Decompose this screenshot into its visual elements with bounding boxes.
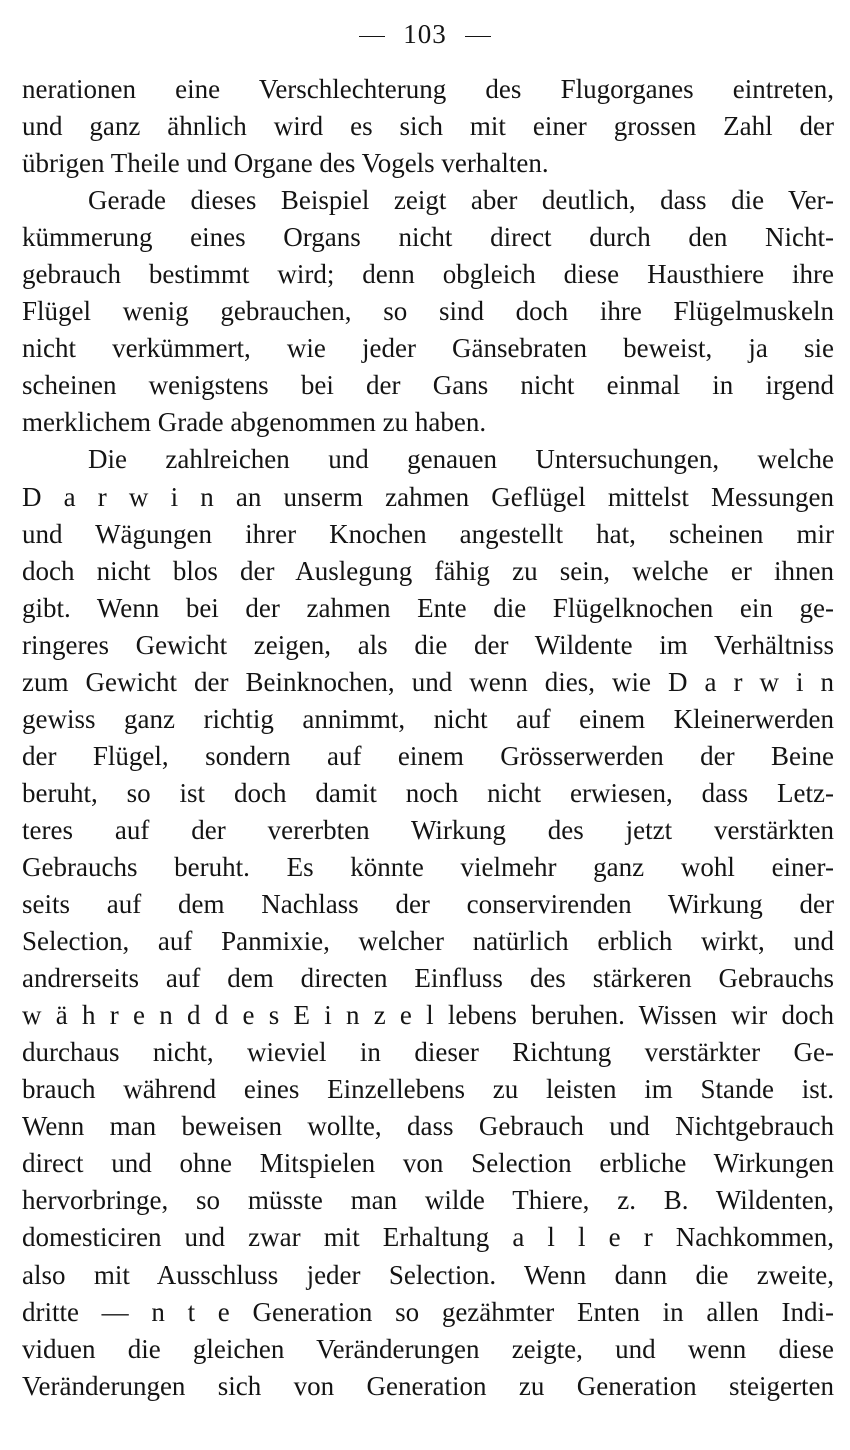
header-dash-right <box>465 36 491 37</box>
text-line: kümmerung eines Organs nicht direct durch den Nicht- <box>22 222 834 253</box>
text-line: doch nicht blos der Auslegung fähig zu sein, welche er ihnen <box>22 555 834 586</box>
text-line: Gerade dieses Beispiel zeigt aber deutlich, dass die Ver- <box>88 185 834 216</box>
text-line: Selection, auf Panmixie, welcher natürlich erblich wirkt, und <box>22 926 834 957</box>
text-line: domesticiren und zwar mit Erhaltung a l l e r Nachkommen, <box>22 1222 834 1253</box>
header-dash-left <box>359 36 385 37</box>
text-line: Flügel wenig gebrauchen, so sind doch ihre Flügelmuskeln <box>22 296 834 327</box>
text-line: dritte — n t e Generation so gezähmter Enten in allen Indi- <box>22 1296 834 1327</box>
text-line: nerationen eine Verschlechterung des Flugorganes eintreten, <box>22 74 834 104</box>
text-line: hervorbringe, so müsste man wilde Thiere, z. B. Wildenten, <box>22 1185 834 1216</box>
text-line: andrerseits auf dem directen Einfluss des stärkeren Gebrauchs <box>22 963 834 994</box>
text-line: der Flügel, sondern auf einem Grösserwerden der Beine <box>22 740 834 771</box>
page-number: 103 <box>403 18 447 49</box>
text-line: und Wägungen ihrer Knochen angestellt hat, scheinen mir <box>22 518 834 549</box>
text-line: direct und ohne Mitspielen von Selection erbliche Wirkungen <box>22 1148 834 1179</box>
text-line: teres auf der vererbten Wirkung des jetzt verstärkten <box>22 814 834 845</box>
text-line: zum Gewicht der Beinknochen, und wenn dies, wie D a r w i n <box>22 666 834 697</box>
text-line: beruht, so ist doch damit noch nicht erwiesen, dass Letz- <box>22 777 834 808</box>
text-line: gewiss ganz richtig annimmt, nicht auf einem Kleinerwerden <box>22 703 834 734</box>
text-line: Wenn man beweisen wollte, dass Gebrauch und Nichtgebrauch <box>22 1111 834 1142</box>
text-line: übrigen Theile und Organe des Vogels verhalten. <box>22 148 549 179</box>
text-line: D a r w i n an unserm zahmen Geflügel mittelst Messungen <box>22 481 834 512</box>
text-line: Die zahlreichen und genauen Untersuchungen, welche <box>88 444 834 475</box>
text-line: ringeres Gewicht zeigen, als die der Wildente im Verhältniss <box>22 629 834 660</box>
text-line: w ä h r e n d d e s E i n z e l lebens beruhen. Wissen wir doch <box>22 1000 834 1031</box>
text-line: viduen die gleichen Veränderungen zeigte, und wenn diese <box>22 1333 834 1364</box>
text-line: Gebrauchs beruht. Es könnte vielmehr ganz wohl einer- <box>22 851 834 882</box>
text-line: und ganz ähnlich wird es sich mit einer grossen Zahl der <box>22 111 834 142</box>
text-line: merklichem Grade abgenommen zu haben. <box>22 407 487 438</box>
text-line: gebrauch bestimmt wird; denn obgleich diese Hausthiere ihre <box>22 259 834 290</box>
text-line: scheinen wenigstens bei der Gans nicht einmal in irgend <box>22 370 834 401</box>
text-line: durchaus nicht, wieviel in dieser Richtung verstärkter Ge- <box>22 1037 834 1068</box>
text-line: Veränderungen sich von Generation zu Generation steigerten <box>22 1370 834 1401</box>
text-line: nicht verkümmert, wie jeder Gänsebraten beweist, ja sie <box>22 333 834 364</box>
page-header <box>0 14 850 54</box>
text-line: brauch während eines Einzellebens zu leisten im Stande ist. <box>22 1074 834 1105</box>
text-line: gibt. Wenn bei der zahmen Ente die Flügelknochen ein ge- <box>22 592 834 623</box>
text-line: seits auf dem Nachlass der conservirenden Wirkung der <box>22 889 834 920</box>
body-text <box>22 71 834 1405</box>
text-line: also mit Ausschluss jeder Selection. Wenn dann die zweite, <box>22 1259 834 1290</box>
